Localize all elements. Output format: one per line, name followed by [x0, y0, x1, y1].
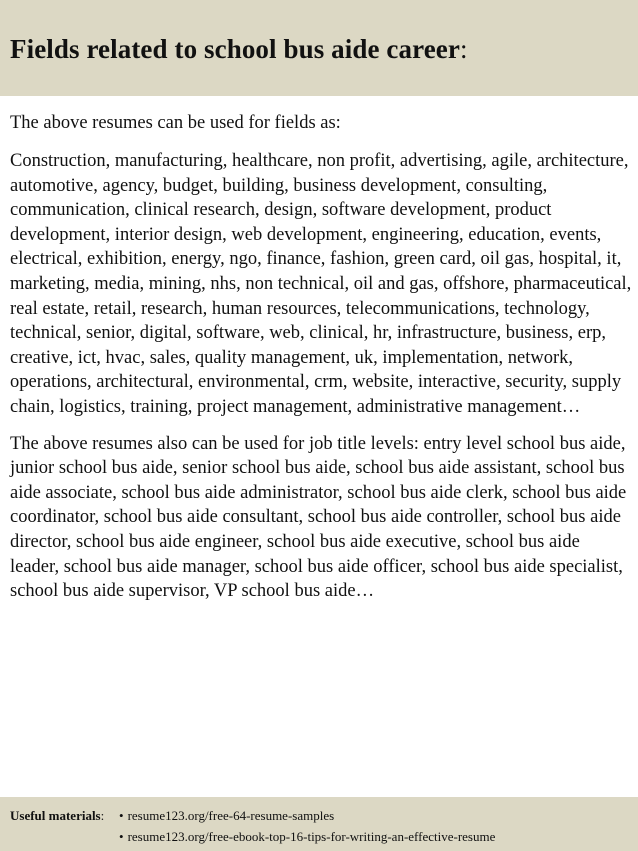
footer-label-spacer	[10, 826, 119, 847]
main-content	[10, 110, 632, 604]
intro-text: The above resumes can be used for fields as:	[10, 113, 341, 133]
useful-materials-label-colon: :	[100, 808, 105, 823]
footer-band	[0, 797, 638, 851]
page-title-text: Fields related to school bus aide career	[10, 34, 460, 64]
footer-row-1	[10, 805, 638, 826]
bullet-icon: •	[119, 808, 124, 823]
useful-materials-label	[10, 805, 119, 826]
fields-paragraph: Construction, manufacturing, healthcare, non profit, advertising, agile, architecture, automotive, agency, budget, building, business development, consulting, communication, clinical research, design, software development, product development, interior design, web development, engineering, education, events, electrical, exhibition, energy, ngo, finance, fashion, green card, oil gas, hospital, it, marketing, media, mining, nhs, non technical, oil and gas, offshore, pharmaceutical, real estate, retail, research, human resources, telecommunications, technology, technical, senior, digital, software, web, clinical, hr, infrastructure, business, erp, creative, ict, hvac, sales, quality management, uk, implementation, network, operations, architectural, environmental, crm, website, interactive, security, supply chain, logistics, training, project management, administrative management…	[10, 151, 632, 417]
footer-row-2	[10, 826, 638, 847]
footer-link-free-ebook-tips[interactable]: resume123.org/free-ebook-top-16-tips-for-writing-an-effective-resume	[127, 829, 496, 844]
footer-link-free-resume-samples[interactable]: resume123.org/free-64-resume-samples	[127, 808, 335, 823]
header-band	[0, 0, 638, 96]
bullet-icon: •	[119, 829, 124, 844]
useful-materials-label-text: Useful materials	[10, 808, 101, 823]
page-title-colon: :	[459, 34, 468, 64]
page-title	[10, 33, 638, 65]
job-levels-paragraph: The above resumes also can be used for job title levels: entry level school bus aide, junior school bus aide, senior school bus aide, school bus aide assistant, school bus aide associate, school bus aide administrator, school bus aide clerk, school bus aide coordinator, school bus aide consultant, school bus aide controller, school bus aide director, school bus aide engineer, school bus aide executive, school bus aide leader, school bus aide manager, school bus aide officer, school bus aide specialist, school bus aide supervisor, VP school bus aide…	[10, 433, 627, 602]
